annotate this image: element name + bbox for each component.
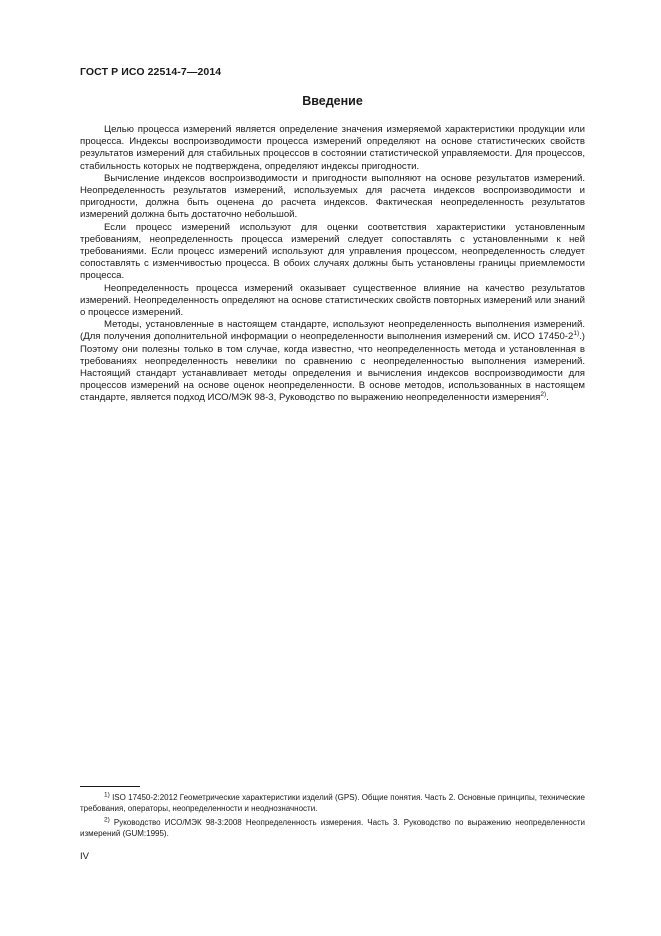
footnote-reference[interactable]: 1) — [573, 330, 580, 338]
footnote-mark: 2) — [104, 816, 110, 824]
section-title: Введение — [302, 94, 363, 108]
paragraph-text: Методы, установленные в настоящем стандарте, используют неопределенность выполнения измерений. (Для получения дополнительной информации о неопределенности выполнения измерений см. ИСО 17450-2 — [80, 319, 585, 343]
footnote-text: Руководство ИСО/МЭК 98-3:2008 Неопределенность измерения. Часть 3. Руководство по выражению неопределенности измерений (GUM:1995). — [80, 818, 585, 838]
paragraph: Если процесс измерений используют для оценки соответствия характеристики установленным требованиям, неопределенность процесса измерений следует сопоставлять с установленными к ней требованиями. Если процесс измерений используют для управления процессом, неопределенность следует сопоставлять с изменчивостью процесса. В обоих случаях должны быть установлены границы приемлемости процесса. — [80, 221, 585, 282]
page-number: IV — [80, 851, 89, 862]
paragraph: Целью процесса измерений является определение значения измеряемой характеристики продукции или процесса. Индексы воспроизводимости процесса измерений определяют на основе статистических свойств результатов измерений для стабильных процессов в состоянии статистической управляемости. Для процессов, стабильность которых не подтверждена, определяют индексы пригодности. — [80, 124, 585, 172]
footnote-mark: 1) — [104, 791, 110, 799]
document-code-header: ГОСТ Р ИСО 22514-7—2014 — [80, 66, 222, 78]
body-text — [80, 124, 585, 405]
paragraph-text: .) Поэтому они полезны только в том случае, когда известно, что неопределенность метода и установленная в требованиях неопределенность невелики по сравнению с неопределенностью выполнения измерений. Настоящий стандарт устанавливает методы определения и вычисления индексов воспроизводимости для процессов измерений на основе оценок неопределенности. В основе методов, использованных в настоящем стандарте, является подход ИСО/МЭК 98-3, Руководство по выражению неопределенности измерения — [80, 331, 585, 404]
footnote-reference[interactable]: 2) — [540, 391, 547, 399]
footnotes — [80, 792, 585, 842]
footnote-text: ISO 17450-2:2012 Геометрические характеристики изделий (GPS). Общие понятия. Часть 2. Основные принципы, технические требования, операторы, неопределенности и неоднозначности. — [80, 793, 585, 813]
footnote — [80, 817, 585, 839]
paragraph — [80, 319, 585, 404]
footnote — [80, 792, 585, 814]
paragraph: Вычисление индексов воспроизводимости и пригодности выполняют на основе результатов измерений. Неопределенность результатов измерений, используемых для расчета индексов воспроизводимости и пригодности, должна быть оценена до расчета индексов. Фактическая неопределенность результатов измерений должна быть достаточно небольшой. — [80, 172, 585, 221]
paragraph: Неопределенность процесса измерений оказывает существенное влияние на качество результатов измерений. Неопределенность определяют на основе статистических свойств повторных измерений или знаний о процессе измерений. — [80, 282, 585, 319]
footnote-divider — [80, 786, 140, 787]
paragraph-text: . — [546, 392, 549, 404]
